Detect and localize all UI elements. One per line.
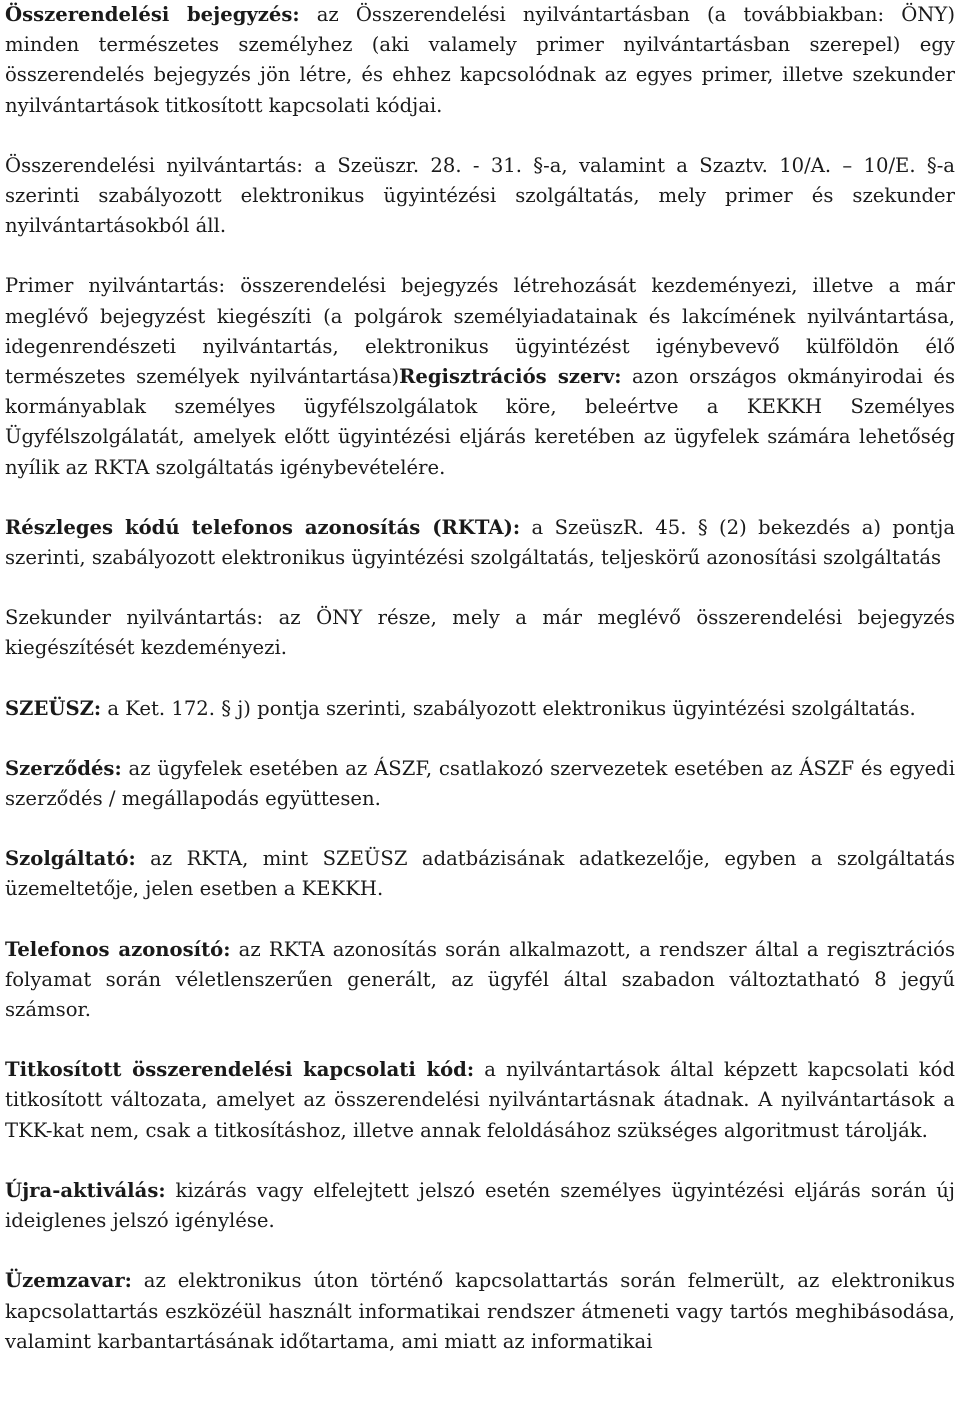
definition-text: az ügyfelek esetében az ÁSZF, csatlakozó szervezetek esetében az ÁSZF és egyedi szerződés / megállapodás együttesen.	[5, 756, 955, 811]
definition-text: Összerendelési nyilvántartás: a Szeüszr. 28. - 31. §-a, valamint a Szaztv. 10/A. – 10/E. §-a szerinti szabályozott elektronikus ügyintézési szolgáltatás, mely primer és szekunder nyilvántartásokból áll.	[5, 153, 955, 238]
definition-text: az elektronikus úton történő kapcsolattartás során felmerült, az elektronikus kapcsolattartás eszközéül használt informatikai rendszer átmeneti vagy tartós meghibásodása, valamint karbantartásának időtartama, ami miatt az informatikai	[5, 1269, 955, 1353]
spacer	[5, 664, 955, 694]
spacer	[5, 724, 955, 754]
term-label: Összerendelési bejegyzés:	[5, 3, 300, 26]
paragraph-telefonos-azonosito	[5, 935, 955, 1026]
paragraph-osszerendelesi-nyilvantartas	[5, 151, 955, 242]
paragraph-rkta	[5, 513, 955, 573]
term-label: SZEÜSZ:	[5, 696, 102, 720]
term-label: Szolgáltató:	[5, 847, 136, 871]
spacer	[5, 1146, 955, 1176]
term-label: Részleges kódú telefonos azonosítás (RKTA):	[5, 515, 521, 539]
definition-text: a Ket. 172. § j) pontja szerinti, szabályozott elektronikus ügyintézési szolgáltatás.	[101, 696, 916, 720]
definition-text: azon országos okmányirodai és kormányablak személyes ügyfélszolgálatok köre, beleértve a KEKKH Személyes Ügyfélszolgálatát, amelyek előtt ügyintézési eljárás keretében az ügyfelek számára lehetőség nyílik az RKTA szolgáltatás igénybevételére.	[5, 365, 956, 479]
definition-text: az Összerendelési nyilvántartásban (a továbbiakban: ÖNY) minden természetes személyhez (aki valamely primer nyilvántartásban szerepel) egy összerendelés bejegyzés jön létre, és ehhez kapcsolódnak az egyes primer, illetve szekunder nyilvántartások titkosított kapcsolati kódjai.	[5, 3, 955, 117]
definition-text: Primer nyilvántartás: összerendelési bejegyzés létrehozását kezdeményezi, illetve a már meglévő bejegyzést kiegészíti (a polgárok személyiadatainak és lakcímének nyilvántartása, idegenrendészeti nyilvántartás, elektronikus ügyintézést igénybevevő külföldön élő természetes személyek nyilvántartása)	[5, 274, 955, 389]
spacer	[5, 814, 955, 844]
spacer	[5, 483, 955, 513]
spacer	[5, 1025, 955, 1055]
term-label: Telefonos azonosító:	[5, 937, 231, 961]
definition-text: az RKTA azonosítás során alkalmazott, a rendszer által a regisztrációs folyamat során véletlenszerűen generált, az ügyfél által szabadon változtatható 8 jegyű számsor.	[5, 937, 956, 1022]
definition-text: a SzeüszR. 45. § (2) bekezdés a) pontja szerinti, szabályozott elektronikus ügyintézési szolgáltatás, teljeskörű azonosítási szolgáltatás	[5, 515, 956, 570]
term-label: Szerződés:	[5, 756, 122, 780]
paragraph-osszerendelesi-bejegyzes	[5, 0, 955, 121]
definition-text: a nyilvántartások által képzett kapcsolati kód titkosított változata, amelyet az összerendelési nyilvántartásnak átadnak. A nyilvántartások a TKK-kat nem, csak a titkosításhoz, illetve annak feloldásához szükséges algoritmust tárolják.	[5, 1058, 955, 1142]
paragraph-ujra-aktivalas	[5, 1176, 955, 1236]
paragraph-szeusz	[5, 694, 955, 724]
spacer	[5, 1236, 955, 1266]
term-label: Üzemzavar:	[5, 1269, 132, 1293]
definition-text: kizárás vagy elfelejtett jelszó esetén személyes ügyintézési eljárás során új ideiglenes jelszó igénylése.	[5, 1178, 955, 1233]
term-label: Regisztrációs szerv:	[399, 365, 622, 389]
spacer	[5, 905, 955, 935]
spacer	[5, 573, 955, 603]
paragraph-szolgaltato	[5, 844, 955, 904]
document-page	[5, 0, 955, 1357]
paragraph-szerzodes	[5, 754, 955, 814]
term-label: Titkosított összerendelési kapcsolati kód:	[5, 1058, 475, 1082]
paragraph-primer-nyilvantartas	[5, 271, 955, 482]
paragraph-tkk	[5, 1055, 955, 1146]
definition-text: az RKTA, mint SZEÜSZ adatbázisának adatkezelője, egyben a szolgáltatás üzemeltetője, jelen esetben a KEKKH.	[5, 847, 955, 901]
definition-text: Szekunder nyilvántartás: az ÖNY része, mely a már meglévő összerendelési bejegyzés kiegészítését kezdeményezi.	[5, 606, 955, 660]
paragraph-uzemzavar	[5, 1266, 955, 1357]
term-label: Újra-aktiválás:	[5, 1178, 166, 1202]
paragraph-szekunder-nyilvantartas	[5, 603, 955, 663]
spacer	[5, 241, 955, 271]
spacer	[5, 121, 955, 151]
